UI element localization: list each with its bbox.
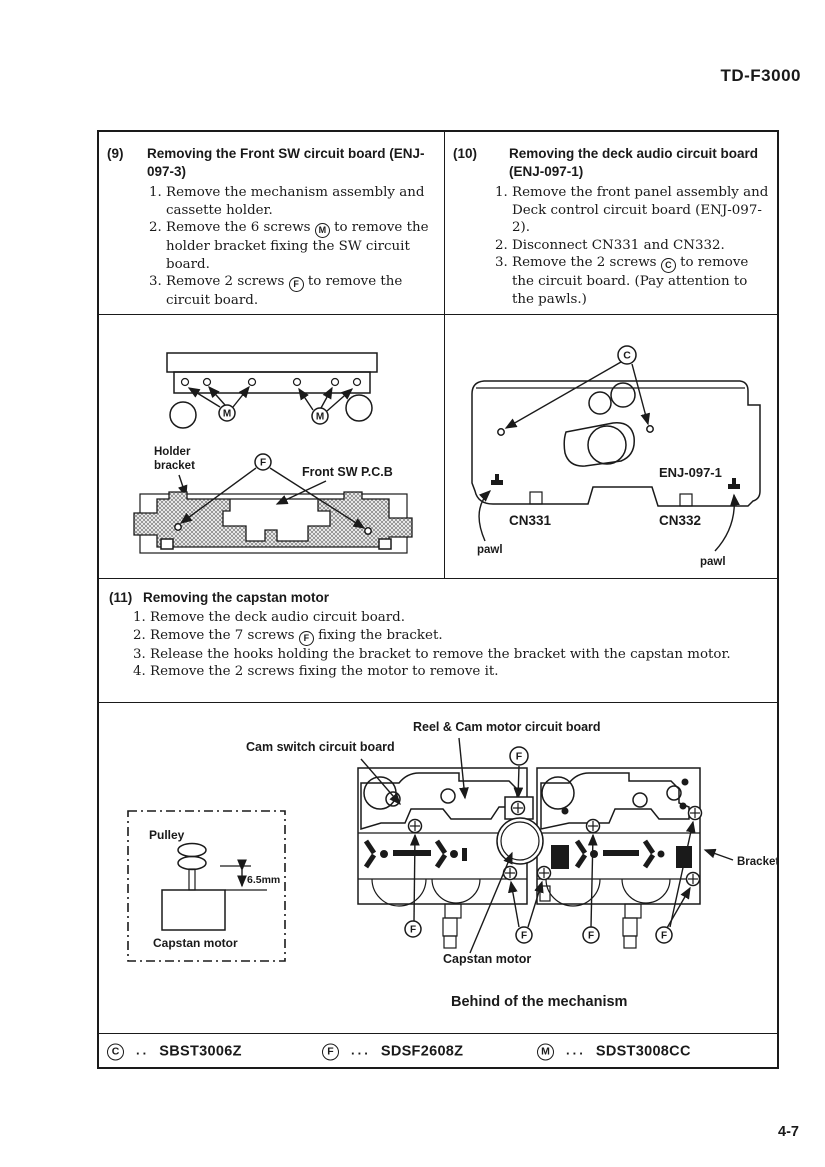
diagrams-row [99,315,777,579]
instruction-step: 3. Remove the 2 screws C to remove the circuit board. (Pay attention to the pawls.) [495,255,749,307]
cam-switch-board-label: Cam switch circuit board [246,740,395,754]
pawl-left [479,474,503,541]
deck-audio-board-outline [472,381,760,506]
section-title: Removing the deck audio circuit board (ENJ-097-1) [509,146,759,179]
section-number: (10) [453,146,478,161]
front-sw-diagram-cell [99,315,445,578]
circled-letter-f: F [520,930,528,942]
screws [409,802,702,886]
part-number: SDSF2608Z [380,1043,464,1060]
dimension-label: 6.5mm [247,874,281,886]
section-11-heading [109,589,765,607]
pawl-label: pawl [477,544,503,556]
legend-item [107,1042,242,1061]
front-sw-diagram [99,315,445,577]
section-10 [445,132,777,314]
capstan-motor-label: Capstan motor [443,952,532,966]
screw [409,820,422,833]
section-title: Removing the capstan motor [143,590,330,605]
screw [687,873,700,886]
steps-list [149,184,434,310]
pawl-right [715,478,740,551]
section-11 [99,579,777,703]
instruction-step: 1. Remove the mechanism assembly and cassette holder. [149,185,425,218]
instruction-step: 1. Remove the deck audio circuit board. [133,610,405,625]
circled-letter-f: F [587,930,595,942]
legend-item [322,1042,463,1061]
board-id-label: ENJ-097-1 [659,465,722,480]
parts-legend-row [99,1033,777,1069]
circled-letter-f: F [515,750,523,763]
screw-callout-c [498,346,653,435]
mechanism-diagram-row [99,703,777,1033]
mechanism-right-block [537,768,700,906]
circled-letter-c: C [107,1043,124,1060]
instruction-step: 2. Remove the 7 screws F fixing the bracket. [133,627,765,646]
pulley-label: Pulley [149,828,185,842]
circled-letter-f: F [322,1043,339,1060]
circled-letter-m: M [537,1043,554,1060]
diagram-caption: Behind of the mechanism [451,994,628,1010]
instruction-step: 2. Disconnect CN331 and CN332. [495,237,725,253]
section-9 [99,132,445,314]
holder-bracket-top-view [167,353,377,428]
pawl-label: pawl [700,556,726,568]
circled-letter-f: F [259,457,267,469]
pulley-inset [128,811,285,961]
screw [512,802,525,815]
circled-letter-f: F [660,930,668,942]
circled-letter-m: M [315,223,330,238]
page-number: 4-7 [778,1124,799,1140]
section-title: Removing the Front SW circuit board (ENJ-097-3) [147,146,425,179]
model-number: TD-F3000 [720,66,801,85]
section-10-heading [453,145,769,181]
front-sw-pcb-label: Front SW P.C.B [302,465,393,479]
circled-letter-f: F [409,924,417,936]
instruction-step: 1. Remove the front panel assembly and Deck control circuit board (ENJ-097-2). [495,185,769,236]
steps-list [495,184,769,309]
holder-bracket-shape [134,492,412,547]
deck-audio-diagram [445,315,777,577]
instruction-step: 3. Release the hooks holding the bracket to remove the bracket with the capstan motor. [133,646,731,662]
capstan-motor-inset-label: Capstan motor [153,936,238,950]
screw-callouts-f-bottom [405,822,693,943]
legend-dots: ... [566,1042,586,1057]
deck-audio-diagram-cell [445,315,777,578]
legend-dots: .. [136,1042,150,1057]
legend-dots: ... [351,1042,371,1057]
holder-bracket-front-view [134,446,412,553]
bracket-label: Bracket [737,856,777,868]
content-frame [97,130,779,1069]
circled-letter-m: M [315,411,325,423]
holder-bracket-label: Holder [154,446,191,458]
connector-label-cn331: CN331 [509,513,552,528]
mechanism-legs [443,904,641,948]
screw [538,867,551,880]
circled-letter-c: C [661,258,676,273]
circled-letter-m: M [222,408,232,420]
section-number: (9) [107,146,124,161]
part-number: SDST3008CC [595,1043,691,1060]
circled-letter-c: C [623,349,631,362]
steps-list [133,609,765,681]
instruction-step: 3. Remove 2 screws F to remove the circuit board. [149,274,403,309]
screw-callout-f-top [510,747,528,798]
mechanism-diagram [99,703,777,1033]
screw [689,807,702,820]
instructions-row [99,132,777,315]
part-number: SBST3006Z [159,1043,242,1060]
circled-letter-f: F [289,277,304,292]
section-number: (11) [109,590,133,605]
reel-cam-board-label: Reel & Cam motor circuit board [413,720,601,734]
connector-label-cn332: CN332 [659,513,702,528]
legend-item [537,1042,691,1061]
holder-bracket-label: bracket [154,460,195,472]
instruction-step: 2. Remove the 6 screws M to remove the holder bracket fixing the SW circuit board. [149,220,429,272]
instruction-step: 4. Remove the 2 screws fixing the motor to remove it. [133,664,499,680]
section-9-heading [107,145,434,181]
circled-letter-f: F [299,631,314,646]
screw [587,820,600,833]
